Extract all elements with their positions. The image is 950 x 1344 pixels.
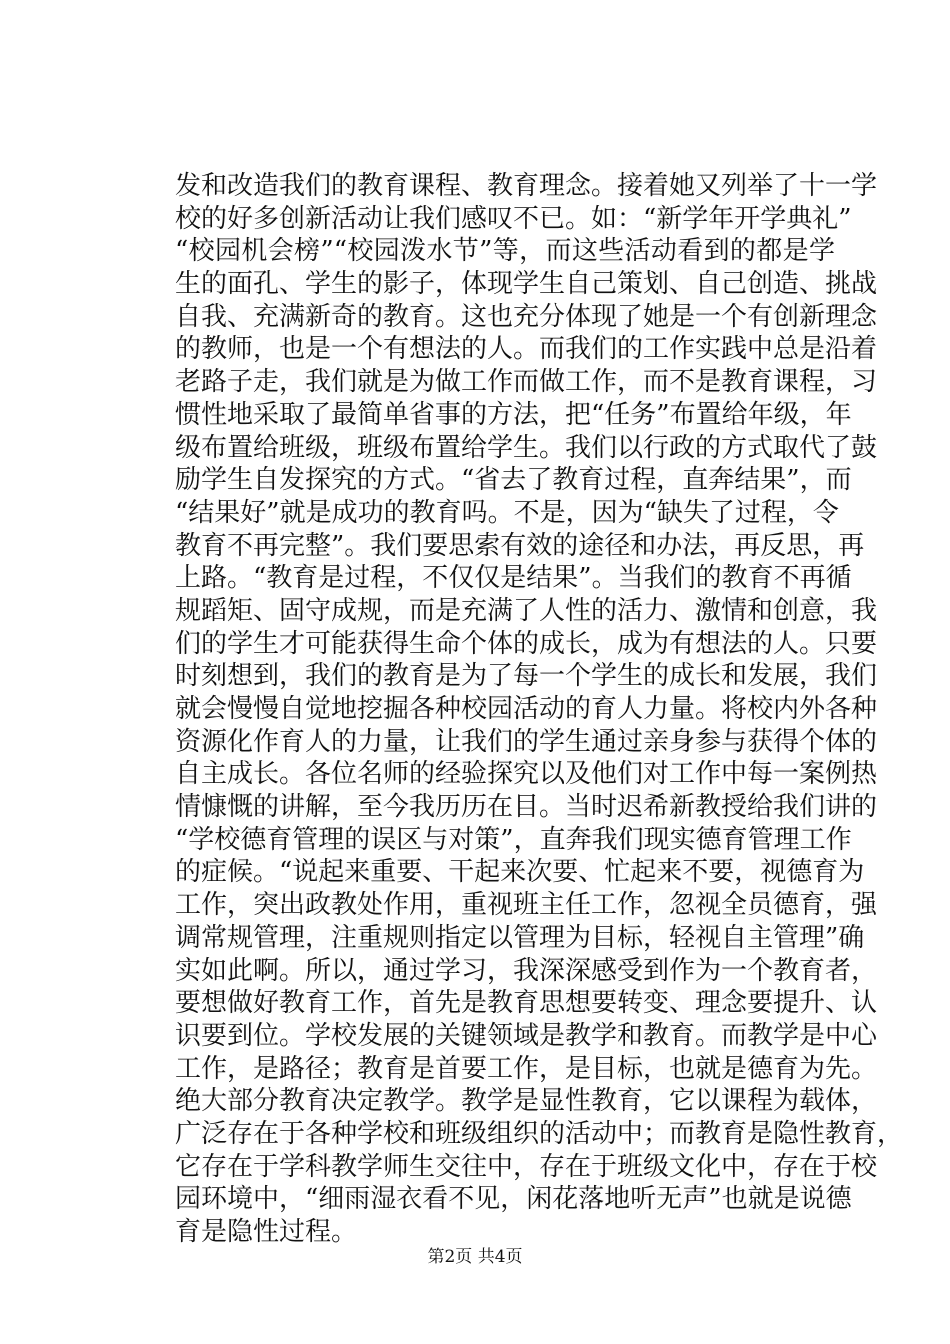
page-footer: 第2页 共4页 <box>427 1247 523 1267</box>
text-line: 励学生自发探究的方式。“省去了教育过程，直奔结果”，而 <box>175 465 852 496</box>
text-line: “校园机会榜”“校园泼水节”等，而这些活动看到的都是学 <box>175 236 835 267</box>
text-line: 工作，突出政教处作用，重视班主任工作，忽视全员德育，强 <box>175 890 878 921</box>
text-line: 实如此啊。所以，通过学习，我深深感受到作为一个教育者， <box>175 955 878 986</box>
text-line: 就会慢慢自觉地挖掘各种校园活动的育人力量。将校内外各种 <box>175 694 878 724</box>
text-line: 自主成长。各位名师的经验探究以及他们对工作中每一案例热 <box>175 759 878 790</box>
text-line: 绝大部分教育决定教学。教学是显性教育，它以课程为载体， <box>175 1086 878 1117</box>
text-line: 识要到位。学校发展的关键领域是教学和教育。而教学是中心 <box>175 1020 878 1051</box>
text-line: 育是隐性过程。 <box>175 1217 358 1247</box>
text-line: 惯性地采取了最简单省事的方法，把“任务”布置给年级，年 <box>175 399 852 430</box>
text-line: 生的面孔、学生的影子，体现学生自己策划、自己创造、挑战 <box>175 269 878 300</box>
text-line: 要想做好教育工作，首先是教育思想要转变、理念要提升、认 <box>175 988 878 1019</box>
text-line: 调常规管理，注重规则指定以管理为目标，轻视自主管理”确 <box>175 922 865 953</box>
text-line: 发和改造我们的教育课程、教育理念。接着她又列举了十一学 <box>175 171 878 201</box>
text-line: 园环境中，“细雨湿衣看不见，闲花落地听无声”也就是说德 <box>175 1184 852 1215</box>
text-line: 老路子走，我们就是为做工作而做工作，而不是教育课程，习 <box>175 367 878 398</box>
text-line: 级布置给班级，班级布置给学生。我们以行政的方式取代了鼓 <box>175 432 878 463</box>
text-line: “学校德育管理的误区与对策”，直奔我们现实德育管理工作 <box>175 824 852 855</box>
text-line: 上路。“教育是过程，不仅仅是结果”。当我们的教育不再循 <box>175 563 852 594</box>
text-line: 规蹈矩、固守成规，而是充满了人性的活力、激情和创意，我 <box>175 595 878 626</box>
text-line: 校的好多创新活动让我们感叹不已。如：“新学年开学典礼” <box>175 203 852 234</box>
text-line: 它存在于学科教学师生交往中，存在于班级文化中，存在于校 <box>175 1151 878 1182</box>
text-line: 情慷慨的讲解，至今我历历在目。当时迟希新教授给我们讲的 <box>175 792 878 823</box>
text-line: 的症候。“说起来重要、干起来次要、忙起来不要，视德育为 <box>175 857 865 888</box>
text-line: 资源化作育人的力量，让我们的学生通过亲身参与获得个体的 <box>175 726 878 757</box>
text-line: 自我、充满新奇的教育。这也充分体现了她是一个有创新理念 <box>175 301 878 332</box>
text-line: 们的学生才可能获得生命个体的成长，成为有想法的人。只要 <box>175 628 878 659</box>
text-line: 工作，是路径；教育是首要工作，是目标，也就是德育为先。 <box>175 1053 878 1084</box>
text-line: 教育不再完整”。我们要思索有效的途径和办法，再反思，再 <box>175 530 865 561</box>
text-line: 时刻想到，我们的教育是为了每一个学生的成长和发展，我们 <box>175 661 878 692</box>
text-line: “结果好”就是成功的教育吗。不是，因为“缺失了过程，令 <box>175 497 839 528</box>
text-line: 的教师，也是一个有想法的人。而我们的工作实践中总是沿着 <box>175 334 878 365</box>
body-paragraph <box>175 170 904 1249</box>
text-line: 广泛存在于各种学校和班级组织的活动中；而教育是隐性教育， <box>175 1118 904 1149</box>
